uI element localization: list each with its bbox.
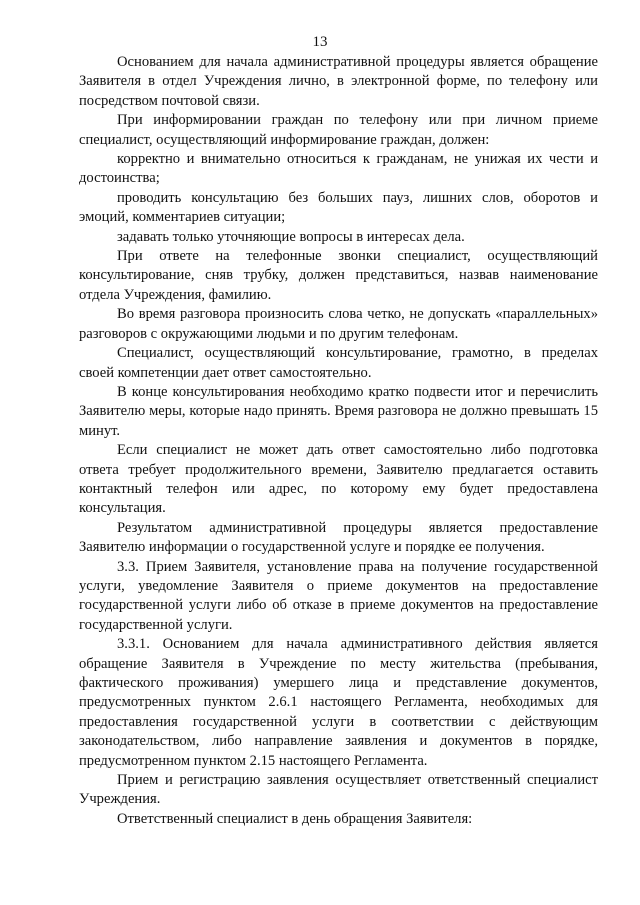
- paragraph-informing-requirements: При информировании граждан по телефону или при личном приеме специалист, осуществляющий информирование граждан, должен:: [79, 112, 598, 148]
- paragraph-competence: Специалист, осуществляющий консультирование, грамотно, в пределах своей компетенции дает ответ самостоятельно.: [79, 345, 598, 381]
- paragraph-courtesy: корректно и внимательно относиться к гражданам, не унижая их чести и достоинства;: [79, 151, 598, 187]
- document-body: [79, 53, 598, 829]
- paragraph-clarifying-questions: задавать только уточняющие вопросы в интересах дела.: [117, 228, 465, 245]
- paragraph-registration: Прием и регистрацию заявления осуществляет ответственный специалист Учреждения.: [79, 772, 598, 808]
- page-number: 13: [312, 34, 328, 50]
- paragraph-section-3-3-1: 3.3.1. Основанием для начала административного действия является обращение Заявителя в Учреждение по месту жительства (пребывания, фактического проживания) умершего лица и представление документов, предусмотренных пунктом 2.6.1 настоящего Регламента, необходимых для предоставления государственной услуги в соответствии с действующим законодательством, либо направление заявления и документов в порядке, предусмотренном пунктом 2.15 настоящего Регламента.: [79, 636, 598, 769]
- paragraph-responsible-specialist: Ответственный специалист в день обращения Заявителя:: [117, 810, 473, 827]
- paragraph-deferred-answer: Если специалист не может дать ответ самостоятельно либо подготовка ответа требует продолжительного времени, Заявителю предлагается оставить контактный телефон или адрес, по которому ему будет предоставлена консультация.: [79, 442, 598, 517]
- paragraph-summary-and-duration: В конце консультирования необходимо кратко подвести итог и перечислить Заявителю меры, которые надо принять. Время разговора не должно превышать 15 минут.: [79, 383, 598, 439]
- paragraph-phone-answering: При ответе на телефонные звонки специалист, осуществляющий консультирование, сняв трубку, должен представиться, назвав наименование отдела Учреждения, фамилию.: [79, 248, 598, 303]
- paragraph-section-3-3: 3.3. Прием Заявителя, установление права на получение государственной услуги, уведомление Заявителя о приеме документов на предоставление государственной услуги либо об отказе в приеме документов на предоставление государственной услуги.: [79, 558, 598, 633]
- paragraph-basis-for-procedure: Основанием для начала административной процедуры является обращение Заявителя в отдел Учреждения лично, в электронной форме, по телефону или посредством почтовой связи.: [79, 54, 598, 109]
- paragraph-speaking-clearly: Во время разговора произносить слова четко, не допускать «параллельных» разговоров с окружающими людьми и по другим телефонам.: [79, 306, 598, 342]
- paragraph-consultation-style: проводить консультацию без больших пауз, лишних слов, оборотов и эмоций, комментариев ситуации;: [79, 189, 598, 226]
- paragraph-procedure-result: Результатом административной процедуры является предоставление Заявителю информации о государственной услуге и порядке ее получения.: [79, 519, 598, 556]
